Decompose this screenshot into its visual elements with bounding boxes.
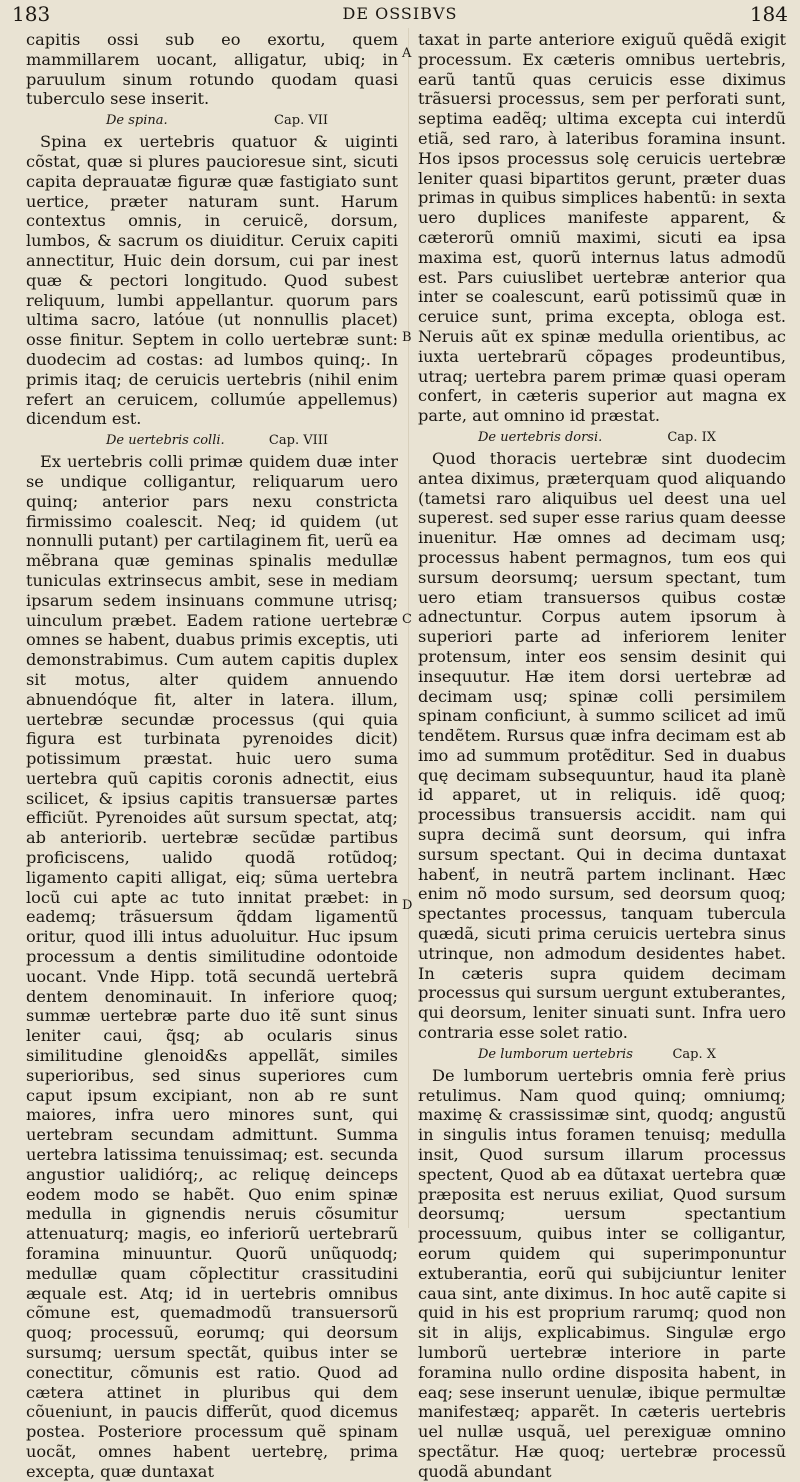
section-heading-lumborum: [418, 1047, 786, 1062]
paragraph-spina: Spina ex uertebris quatuor & uiginti cõstat, quæ si plures paucioresue sint, sicuti capita deprauatæ figuræ quæ fastigiato sunt uertice, præter naturam sunt. Harum contextus omnis, in ceruicẽ, dorsum, lumbos, & sacrum os diuiditur. Ceruix capiti annectitur, Huic dein dorsum, cui par inest quæ & pectori longitudo. Quod subest reliquum, lumbi appellantur. quorum pars ultima sacro, latóue (ut nonnullis placet) osse finitur. Septem in collo uertebræ sunt: duodecim ad costas: ad lumbos quinq;. In primis itaq; de ceruicis uertebris (nihil enim refert an ceruicem, collumúe appellemus) dicendum est.: [26, 132, 398, 429]
paragraph-colli: Ex uertebris colli primæ quidem duæ inter se undique colligantur, reliquarum uero quinq; anterior pars nexu constricta firmissimo coalescit. Neq; id quidem (ut nonnulli putant) per cartilaginem fit, uerũ ea mẽbrana quæ geminas spinalis medullæ tuniculas extrinsecus ambit, sese in mediam ipsarum sedem insinuans commune utrisq; uinculum præbet. Eadem ratione uertebræ omnes se habent, duabus primis exceptis, uti demonstrabimus. Cum autem capitis duplex sit motus, alter quidem annuendo abnuendóque fit, alter in latera. illum, uertebræ secundæ processus (qui quia figura est turbinata pyrenoides dicit) potissimum præstat. huic uero suma uertebra quũ capitis coronis adnectit, eius scilicet, & ipsius capitis transuersæ partes efficiũt. Pyrenoides aũt sursum spectat, atq; ab anteriorib. uertebræ secũdæ partibus proficiscens, ualido quodã rotũdoq; ligamento capiti alligat, eiq; sũma uertebra locũ cui apte ac tuto innitat præbet: in eademq; trãsuersum q̃ddam ligamentũ oritur, quod illi intus aduoluitur. Huc ipsum processum a dentis similitudine odontoide uocant. Vnde Hipp. totã secundã uertebrã dentem denominauit. In inferiore quoq; summæ uertebræ parte duo itẽ sunt sinus leniter caui, q̃sq; ab ocularis sinus similitudine glenoid&s appellãt, similes superioribus, sed sinus superiores cum caput ipsum excipiant, non ab re sunt maiores, infra uero minores sunt, qui uertebram secundam admittunt. Summa uertebra latissima tenuissimaq; est. secunda angustior ualidiórq;, ac reliquę deinceps eodem modo se habẽt. Quo enim spinæ medulla in gignendis neruis cõsumitur attenuaturq; magis, eo inferiorũ uertebrarũ foramina minuuntur. Quorũ unũquodq; medullæ quam cõplectitur crassitudini æquale est. Atq; id in uertebris omnibus cõmune est, quemadmodũ transuersorũ quoq; processuũ, eorumq; qui deorsum sursumq; uersum spectãt, quibus inter se conectitur, cõmunis est ratio. Quod ad cætera attinet in pluribus qui dem cõueniunt, in paucis differũt, quod dicemus postea. Posteriore processum quẽ spinam uocãt, omnes habent uertebrę, prima excepta, quæ duntaxat: [26, 452, 398, 1481]
section-title: De uertebris colli.: [106, 433, 225, 449]
margin-marker-a: A: [402, 46, 412, 61]
section-heading-spina: [26, 113, 398, 128]
page-header: [0, 0, 800, 28]
running-title: DE OSSIBVS: [342, 4, 458, 23]
paragraph-continuation: taxat in parte anteriore exiguũ quẽdã exigit processum. Ex cæteris omnibus uertebris, earũ tantũ quas ceruicis esse diximus trãsuersi processus, sem per perforati sunt, septima eadẽq; ultima excepta cui interdũ etiã, sed raro, à lateribus foramina insunt. Hos ipsos processus solę ceruicis uertebræ leniter quasi bipartitos gerunt, præter duas primas in quibus simplices habentũ: in sexta uero duplices manifeste apparent, & cæterorũ omniũ maximi, sicuti ea ipsa maxima est, quorũ internus latus admodũ est. Pars cuiuslibet uertebræ anterior qua inter se coalescunt, earũ potissimũ quæ in ceruice sunt, prima excepta, obloga est. Neruis aũt ex spinæ medulla orientibus, ac iuxta uertebrarũ cõpages prodeuntibus, utraq; uertebra parem primæ quasi operam confert, in cæteris superior aut magna ex parte, aut omnino id præstat.: [418, 30, 786, 426]
page-number-left: 183: [12, 2, 51, 26]
column-gutter: [408, 28, 409, 1228]
margin-marker-c: C: [402, 612, 412, 627]
chapter-number: Cap. VIII: [268, 433, 328, 449]
left-column: [26, 30, 398, 1482]
paragraph-lumborum: De lumborum uertebris omnia ferè prius retulimus. Nam quod quinq; omniumq; maximę & crassissimæ sint, quodq; angustũ in singulis intus foramen tenuisq; medulla insit, Quod sursum illarum processus spectent, Quod ab ea dũtaxat uertebra quæ præposita est neruus exiliat, Quod sursum deorsumq; uersum spectantium processuum, quibus inter se colligantur, eorum quidem qui superimponuntur extuberantia, eorũ qui subijciuntur leniter caua sint, ante diximus. In hoc autẽ capite si quid in his est proprium rarumq; quod non sit in alijs, explicabimus. Singulæ ergo lumborũ uertebræ interiore in parte foramina nullo ordine disposita habent, in eaq; sese inserunt uenulæ, ibique permultæ manifestæq; apparẽt. In cæteris uertebris uel nullæ usquã, uel perexiguæ omnino spectãtur. Hæ quoq; uertebræ processũ quodã abundant: [418, 1065, 786, 1481]
paragraph-dorsi: Quod thoracis uertebræ sint duodecim antea diximus, præterquam quod aliquando (tametsi raro aliquibus uel deest una uel superest. sed super esse rarius quam deesse inuenitur. Hæ omnes ad decimam usq; processus habent permagnos, tum eos qui sursum deorsumq; uersum spectant, tum uero etiam transuersos quibus costæ adnectuntur. Corpus autem ipsorum à superiori parte ad inferiorem leniter protensum, inter eos sensim desinit qui insequutur. Hæ item dorsi uertebræ ad decimam usq; spinæ colli persimilem spinam conficiunt, à summo scilicet ad imũ tendẽtem. Rursus quæ infra decimam est ab imo ad summum protẽditur. Sed in duabus quę decimam subsequuntur, haud ita planè id apparet, ut in reliquis. idẽ quoq; processibus transuersis accidit. nam qui supra decimã sunt deorsum, qui infra sursum spectant. Qui in decima duntaxat habenť, in neutrã partem inclinant. Hæc enim nõ modo sursum, sed deorsum quoq; spectantes processus, tanquam tubercula quædã, sicuti prima ceruicis uertebra sinus utrinque, non admodum desidentes habet. In cæteris supra quidem decimam processus qui sursum uergunt extuberantes, qui deorsum, leniter sinuati sunt. Infra uero contraria esse solet ratio.: [418, 448, 786, 1043]
margin-marker-d: D: [402, 898, 413, 913]
margin-marker-b: B: [402, 330, 412, 345]
section-title: De uertebris dorsi.: [478, 429, 603, 445]
chapter-number: Cap. VII: [274, 113, 328, 129]
chapter-number: Cap. IX: [667, 429, 716, 445]
paragraph-intro: capitis ossi sub eo exortu, quem mammillarem uocant, alligatur, ubiq; in paruulum sinum rotundo quodam quasi tuberculo sese inserit.: [26, 30, 398, 109]
section-heading-dorsi: [418, 430, 786, 445]
section-title: De spina.: [106, 113, 168, 129]
chapter-number: Cap. X: [672, 1046, 716, 1062]
page-number-right: 184: [749, 2, 788, 26]
section-title: De lumborum uertebris: [478, 1046, 633, 1062]
section-heading-colli: [26, 433, 398, 448]
right-column: [418, 30, 786, 1482]
